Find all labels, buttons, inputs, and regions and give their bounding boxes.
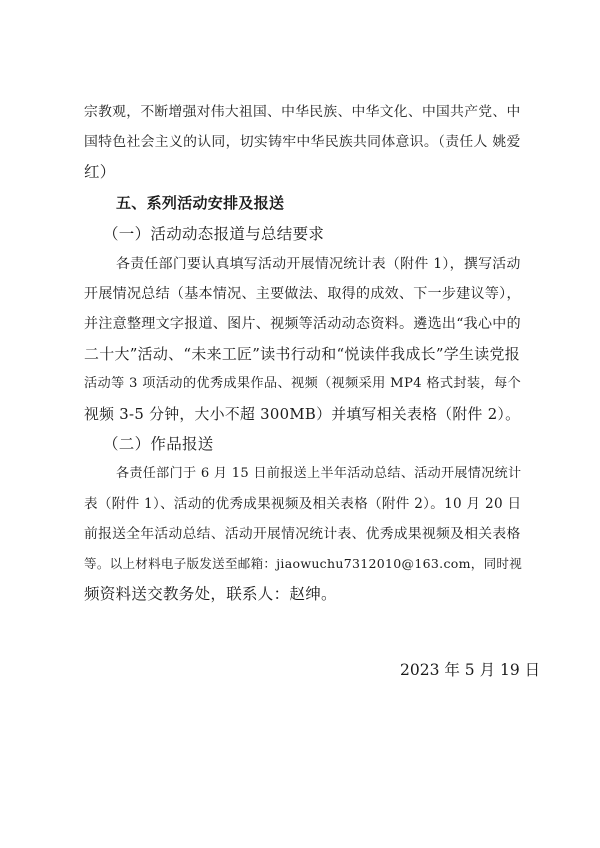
subsection-1-heading: （一）活动动态报道与总结要求 xyxy=(103,225,325,243)
intro-line-3: 红） xyxy=(84,163,116,181)
sub1-line-1: 各责任部门要认真填写活动开展情况统计表（附件 1），撰写活动 xyxy=(116,256,521,272)
intro-line-1: 宗教观，不断增强对伟大祖国、中华民族、中华文化、中国共产党、中 xyxy=(84,104,521,120)
sub2-line-3: 前报送全年活动总结、活动开展情况统计表、优秀成果视频及相关表格 xyxy=(84,526,521,542)
sub2-line-4: 等。以上材料电子版发送至邮箱：jiaowuchu7312010@163.com，同时视 xyxy=(84,556,523,571)
sub1-line-5: 活动等 3 项活动的优秀成果作品、视频（视频采用 MP4 格式封装，每个 xyxy=(84,376,521,391)
sub2-line-5: 频资料送交教务处，联系人：赵绅。 xyxy=(84,585,337,603)
section-heading: 五、系列活动安排及报送 xyxy=(116,194,285,212)
sub1-line-6: 视频 3-5 分钟，大小不超 300MB）并填写相关表格（附件 2）。 xyxy=(84,405,521,423)
subsection-2-heading: （二）作品报送 xyxy=(103,435,214,453)
sub1-line-2: 开展情况总结（基本情况、主要做法、取得的成效、下一步建议等）， xyxy=(84,286,521,302)
intro-line-2: 国特色社会主义的认同，切实铸牢中华民族共同体意识。（责任人 姚爱 xyxy=(84,134,521,150)
sub1-line-4: 二十大”活动、“未来工匠”读书行动和“悦读伴我成长”学生读党报 xyxy=(84,345,520,363)
document-date: 2023 年 5 月 19 日 xyxy=(400,661,541,679)
sub2-line-1: 各责任部门于 6 月 15 日前报送上半年活动总结、活动开展情况统计 xyxy=(116,466,522,481)
sub1-line-3: 并注意整理文字报道、图片、视频等活动动态资料。遴选出“我心中的 xyxy=(84,316,521,332)
sub2-line-2: 表（附件 1）、活动的优秀成果视频及相关表格（附件 2）。10 月 20 日 xyxy=(84,496,522,512)
